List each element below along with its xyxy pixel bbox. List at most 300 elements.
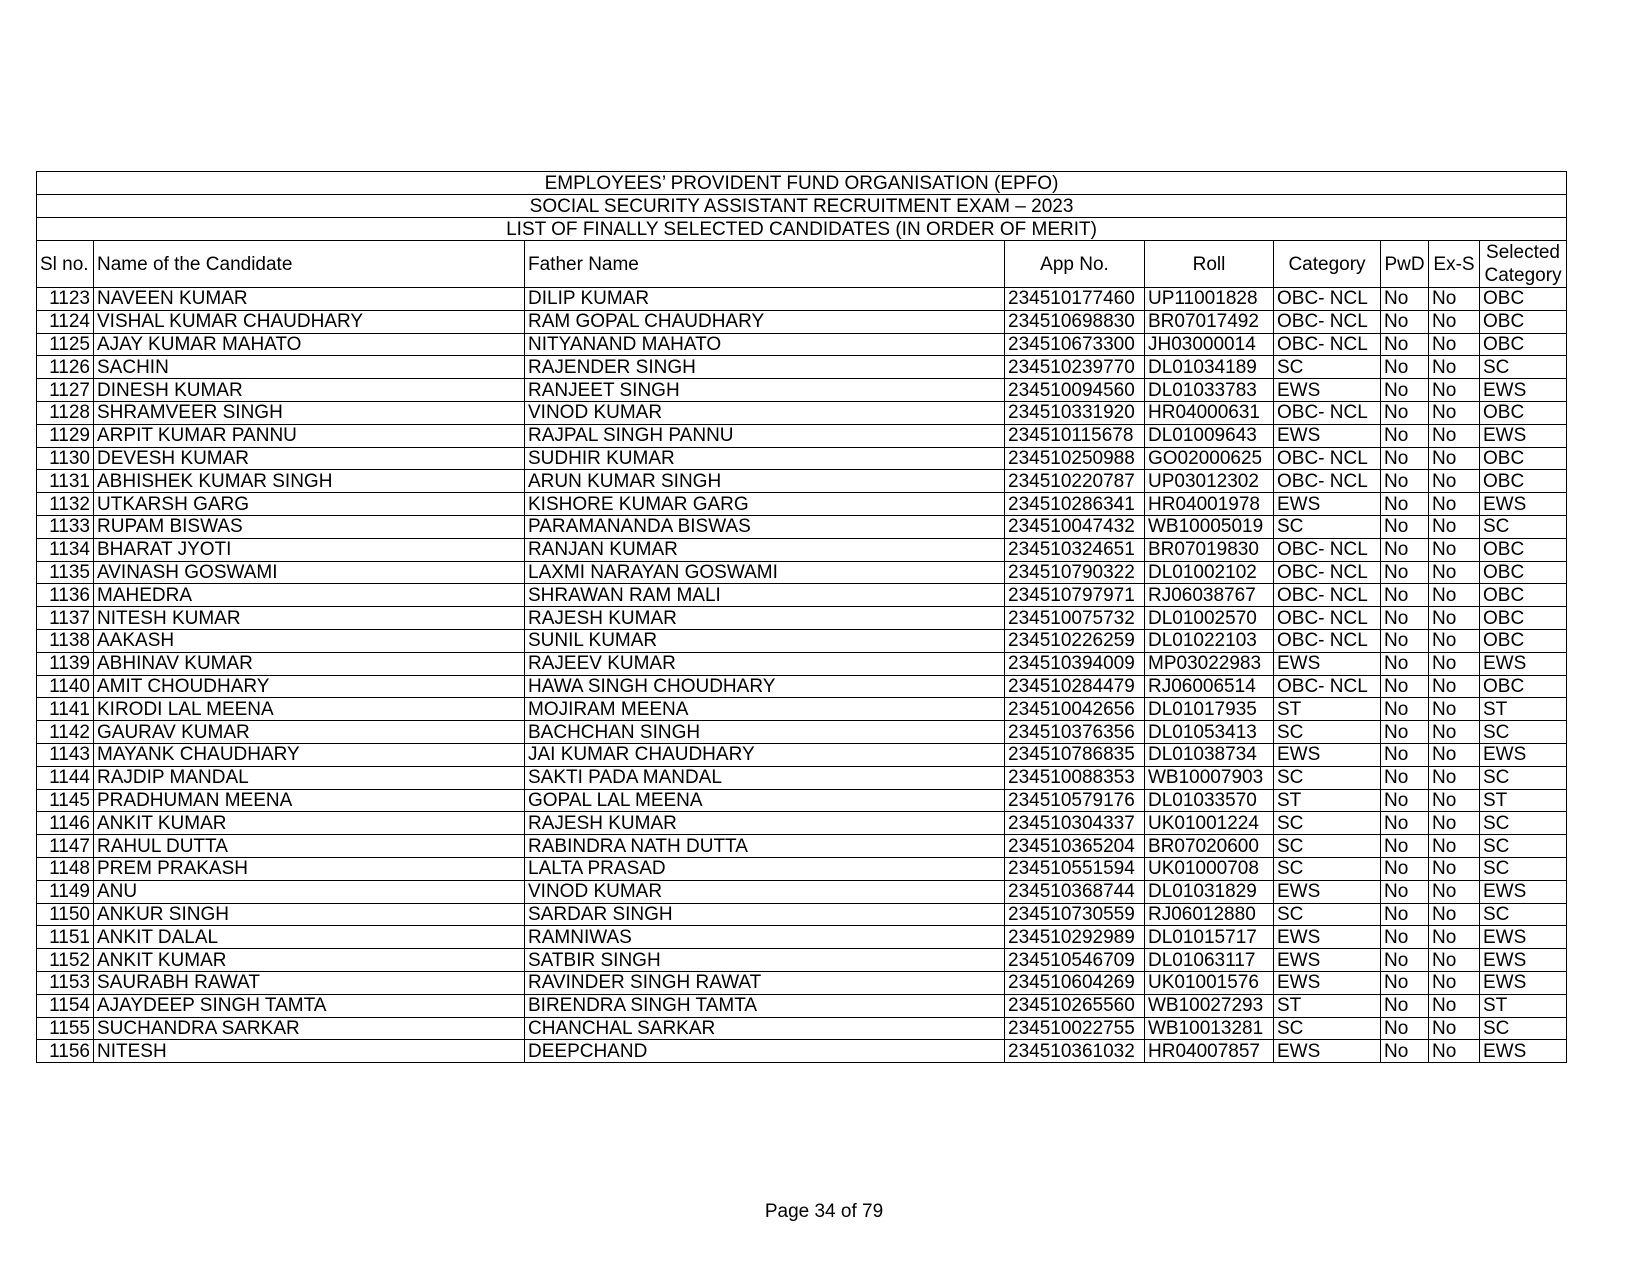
cell-selected-category: SC — [1480, 1017, 1567, 1040]
cell-father-name: RAJESH KUMAR — [525, 607, 1005, 630]
cell-app-no: 234510304337 — [1005, 812, 1145, 835]
cell-father-name: KISHORE KUMAR GARG — [525, 493, 1005, 516]
cell-sl-no: 1134 — [37, 538, 94, 561]
cell-sl-no: 1128 — [37, 401, 94, 424]
cell-roll: UP11001828 — [1145, 288, 1274, 311]
cell-pwd: No — [1381, 447, 1429, 470]
cell-app-no: 234510094560 — [1005, 379, 1145, 402]
cell-category: ST — [1274, 994, 1381, 1017]
cell-ex-s: No — [1429, 584, 1480, 607]
cell-sl-no: 1153 — [37, 971, 94, 994]
cell-father-name: SUNIL KUMAR — [525, 629, 1005, 652]
cell-category: EWS — [1274, 493, 1381, 516]
cell-roll: RJ06006514 — [1145, 675, 1274, 698]
cell-category: OBC- NCL — [1274, 470, 1381, 493]
cell-candidate-name: RUPAM BISWAS — [94, 515, 525, 538]
cell-app-no: 234510177460 — [1005, 288, 1145, 311]
cell-pwd: No — [1381, 971, 1429, 994]
list-title: LIST OF FINALLY SELECTED CANDIDATES (IN ORDER OF MERIT) — [37, 218, 1567, 241]
column-header-ex-s: Ex-S — [1429, 241, 1480, 288]
cell-ex-s: No — [1429, 515, 1480, 538]
table-row — [37, 926, 1567, 949]
cell-selected-category: OBC — [1480, 447, 1567, 470]
cell-selected-category: ST — [1480, 994, 1567, 1017]
cell-father-name: HAWA SINGH CHOUDHARY — [525, 675, 1005, 698]
cell-roll: WB10007903 — [1145, 766, 1274, 789]
cell-roll: WB10013281 — [1145, 1017, 1274, 1040]
cell-category: EWS — [1274, 926, 1381, 949]
cell-father-name: SHRAWAN RAM MALI — [525, 584, 1005, 607]
cell-father-name: DILIP KUMAR — [525, 288, 1005, 311]
cell-ex-s: No — [1429, 675, 1480, 698]
cell-app-no: 234510361032 — [1005, 1040, 1145, 1063]
table-row — [37, 857, 1567, 880]
cell-father-name: SARDAR SINGH — [525, 903, 1005, 926]
cell-pwd: No — [1381, 721, 1429, 744]
cell-sl-no: 1150 — [37, 903, 94, 926]
cell-sl-no: 1129 — [37, 424, 94, 447]
table-row — [37, 971, 1567, 994]
cell-app-no: 234510042656 — [1005, 698, 1145, 721]
cell-ex-s: No — [1429, 288, 1480, 311]
cell-candidate-name: ARPIT KUMAR PANNU — [94, 424, 525, 447]
cell-selected-category: EWS — [1480, 1040, 1567, 1063]
cell-father-name: SATBIR SINGH — [525, 949, 1005, 972]
cell-ex-s: No — [1429, 835, 1480, 858]
cell-app-no: 234510546709 — [1005, 949, 1145, 972]
cell-ex-s: No — [1429, 607, 1480, 630]
cell-category: ST — [1274, 698, 1381, 721]
title-row-list — [37, 218, 1567, 241]
cell-father-name: VINOD KUMAR — [525, 401, 1005, 424]
cell-roll: DL01031829 — [1145, 880, 1274, 903]
cell-sl-no: 1136 — [37, 584, 94, 607]
cell-sl-no: 1139 — [37, 652, 94, 675]
cell-sl-no: 1151 — [37, 926, 94, 949]
cell-roll: HR04007857 — [1145, 1040, 1274, 1063]
cell-selected-category: SC — [1480, 812, 1567, 835]
cell-pwd: No — [1381, 698, 1429, 721]
cell-category: OBC- NCL — [1274, 584, 1381, 607]
cell-roll: HR04000631 — [1145, 401, 1274, 424]
table-row — [37, 470, 1567, 493]
cell-sl-no: 1156 — [37, 1040, 94, 1063]
cell-candidate-name: ABHINAV KUMAR — [94, 652, 525, 675]
cell-candidate-name: AAKASH — [94, 629, 525, 652]
cell-sl-no: 1143 — [37, 743, 94, 766]
cell-candidate-name: DINESH KUMAR — [94, 379, 525, 402]
cell-candidate-name: MAHEDRA — [94, 584, 525, 607]
cell-candidate-name: VISHAL KUMAR CHAUDHARY — [94, 310, 525, 333]
cell-pwd: No — [1381, 949, 1429, 972]
cell-selected-category: OBC — [1480, 607, 1567, 630]
table-row — [37, 675, 1567, 698]
cell-app-no: 234510790322 — [1005, 561, 1145, 584]
cell-father-name: NITYANAND MAHATO — [525, 333, 1005, 356]
cell-candidate-name: NITESH KUMAR — [94, 607, 525, 630]
cell-roll: DL01009643 — [1145, 424, 1274, 447]
table-row — [37, 789, 1567, 812]
cell-app-no: 234510239770 — [1005, 356, 1145, 379]
cell-selected-category: EWS — [1480, 949, 1567, 972]
cell-ex-s: No — [1429, 789, 1480, 812]
cell-ex-s: No — [1429, 1040, 1480, 1063]
cell-ex-s: No — [1429, 629, 1480, 652]
cell-category: SC — [1274, 812, 1381, 835]
cell-candidate-name: NITESH — [94, 1040, 525, 1063]
cell-category: OBC- NCL — [1274, 310, 1381, 333]
cell-father-name: RANJEET SINGH — [525, 379, 1005, 402]
cell-candidate-name: KIRODI LAL MEENA — [94, 698, 525, 721]
cell-father-name: LAXMI NARAYAN GOSWAMI — [525, 561, 1005, 584]
cell-candidate-name: PRADHUMAN MEENA — [94, 789, 525, 812]
cell-app-no: 234510394009 — [1005, 652, 1145, 675]
cell-ex-s: No — [1429, 812, 1480, 835]
cell-roll: HR04001978 — [1145, 493, 1274, 516]
cell-pwd: No — [1381, 310, 1429, 333]
cell-roll: DL01034189 — [1145, 356, 1274, 379]
cell-ex-s: No — [1429, 379, 1480, 402]
cell-candidate-name: ANKUR SINGH — [94, 903, 525, 926]
cell-sl-no: 1137 — [37, 607, 94, 630]
cell-selected-category: ST — [1480, 698, 1567, 721]
table-row — [37, 401, 1567, 424]
cell-ex-s: No — [1429, 766, 1480, 789]
cell-category: SC — [1274, 766, 1381, 789]
page-number-footer — [0, 1201, 1651, 1223]
cell-father-name: RAJESH KUMAR — [525, 812, 1005, 835]
cell-app-no: 234510786835 — [1005, 743, 1145, 766]
cell-sl-no: 1124 — [37, 310, 94, 333]
cell-selected-category: OBC — [1480, 401, 1567, 424]
cell-ex-s: No — [1429, 538, 1480, 561]
cell-roll: DL01022103 — [1145, 629, 1274, 652]
cell-father-name: JAI KUMAR CHAUDHARY — [525, 743, 1005, 766]
cell-sl-no: 1123 — [37, 288, 94, 311]
cell-pwd: No — [1381, 288, 1429, 311]
cell-father-name: RAJPAL SINGH PANNU — [525, 424, 1005, 447]
table-row — [37, 812, 1567, 835]
cell-sl-no: 1154 — [37, 994, 94, 1017]
table-row — [37, 949, 1567, 972]
cell-ex-s: No — [1429, 857, 1480, 880]
table-row — [37, 743, 1567, 766]
table-row — [37, 379, 1567, 402]
cell-category: OBC- NCL — [1274, 675, 1381, 698]
cell-category: OBC- NCL — [1274, 401, 1381, 424]
cell-candidate-name: RAHUL DUTTA — [94, 835, 525, 858]
cell-father-name: CHANCHAL SARKAR — [525, 1017, 1005, 1040]
cell-ex-s: No — [1429, 333, 1480, 356]
exam-title: SOCIAL SECURITY ASSISTANT RECRUITMENT EXAM – 2023 — [37, 195, 1567, 218]
cell-category: SC — [1274, 857, 1381, 880]
cell-candidate-name: UTKARSH GARG — [94, 493, 525, 516]
cell-pwd: No — [1381, 1017, 1429, 1040]
cell-app-no: 234510324651 — [1005, 538, 1145, 561]
cell-pwd: No — [1381, 561, 1429, 584]
cell-pwd: No — [1381, 857, 1429, 880]
title-row-organisation — [37, 172, 1567, 195]
table-row — [37, 721, 1567, 744]
cell-ex-s: No — [1429, 971, 1480, 994]
cell-sl-no: 1144 — [37, 766, 94, 789]
cell-selected-category: SC — [1480, 857, 1567, 880]
cell-category: OBC- NCL — [1274, 538, 1381, 561]
cell-category: SC — [1274, 356, 1381, 379]
cell-father-name: ARUN KUMAR SINGH — [525, 470, 1005, 493]
cell-category: EWS — [1274, 379, 1381, 402]
cell-candidate-name: SACHIN — [94, 356, 525, 379]
cell-father-name: GOPAL LAL MEENA — [525, 789, 1005, 812]
column-header-selected-category: Selected Category — [1480, 241, 1567, 288]
cell-app-no: 234510115678 — [1005, 424, 1145, 447]
table-row — [37, 515, 1567, 538]
cell-father-name: SUDHIR KUMAR — [525, 447, 1005, 470]
table-row — [37, 288, 1567, 311]
cell-ex-s: No — [1429, 652, 1480, 675]
cell-app-no: 234510368744 — [1005, 880, 1145, 903]
table-row — [37, 835, 1567, 858]
cell-pwd: No — [1381, 401, 1429, 424]
cell-roll: DL01002570 — [1145, 607, 1274, 630]
table-row — [37, 447, 1567, 470]
cell-category: EWS — [1274, 1040, 1381, 1063]
cell-selected-category: SC — [1480, 515, 1567, 538]
cell-father-name: BACHCHAN SINGH — [525, 721, 1005, 744]
cell-category: EWS — [1274, 880, 1381, 903]
cell-pwd: No — [1381, 789, 1429, 812]
cell-pwd: No — [1381, 493, 1429, 516]
cell-pwd: No — [1381, 903, 1429, 926]
cell-sl-no: 1152 — [37, 949, 94, 972]
cell-ex-s: No — [1429, 310, 1480, 333]
cell-candidate-name: AJAYDEEP SINGH TAMTA — [94, 994, 525, 1017]
cell-category: OBC- NCL — [1274, 333, 1381, 356]
cell-sl-no: 1127 — [37, 379, 94, 402]
table-row — [37, 493, 1567, 516]
cell-selected-category: EWS — [1480, 652, 1567, 675]
cell-category: OBC- NCL — [1274, 447, 1381, 470]
cell-candidate-name: AJAY KUMAR MAHATO — [94, 333, 525, 356]
cell-selected-category: OBC — [1480, 288, 1567, 311]
cell-candidate-name: SHRAMVEER SINGH — [94, 401, 525, 424]
cell-sl-no: 1146 — [37, 812, 94, 835]
cell-roll: WB10027293 — [1145, 994, 1274, 1017]
cell-sl-no: 1125 — [37, 333, 94, 356]
cell-father-name: LALTA PRASAD — [525, 857, 1005, 880]
cell-pwd: No — [1381, 607, 1429, 630]
column-header-sl-no: Sl no. — [37, 241, 94, 288]
table-row — [37, 356, 1567, 379]
cell-selected-category: EWS — [1480, 971, 1567, 994]
table-row — [37, 1017, 1567, 1040]
cell-category: SC — [1274, 721, 1381, 744]
cell-sl-no: 1145 — [37, 789, 94, 812]
cell-sl-no: 1131 — [37, 470, 94, 493]
cell-ex-s: No — [1429, 698, 1480, 721]
cell-app-no: 234510284479 — [1005, 675, 1145, 698]
cell-sl-no: 1140 — [37, 675, 94, 698]
cell-roll: DL01015717 — [1145, 926, 1274, 949]
cell-selected-category: ST — [1480, 789, 1567, 812]
cell-category: EWS — [1274, 652, 1381, 675]
cell-sl-no: 1130 — [37, 447, 94, 470]
cell-ex-s: No — [1429, 721, 1480, 744]
cell-category: OBC- NCL — [1274, 629, 1381, 652]
cell-candidate-name: AMIT CHOUDHARY — [94, 675, 525, 698]
cell-sl-no: 1148 — [37, 857, 94, 880]
cell-selected-category: EWS — [1480, 493, 1567, 516]
table-row — [37, 903, 1567, 926]
cell-pwd: No — [1381, 994, 1429, 1017]
cell-father-name: RABINDRA NATH DUTTA — [525, 835, 1005, 858]
cell-sl-no: 1133 — [37, 515, 94, 538]
cell-selected-category: SC — [1480, 766, 1567, 789]
organisation-title: EMPLOYEES’ PROVIDENT FUND ORGANISATION (EPFO) — [37, 172, 1567, 195]
cell-pwd: No — [1381, 515, 1429, 538]
cell-pwd: No — [1381, 652, 1429, 675]
cell-candidate-name: MAYANK CHAUDHARY — [94, 743, 525, 766]
table-row — [37, 424, 1567, 447]
cell-father-name: SAKTI PADA MANDAL — [525, 766, 1005, 789]
cell-selected-category: OBC — [1480, 584, 1567, 607]
cell-ex-s: No — [1429, 1017, 1480, 1040]
cell-roll: UP03012302 — [1145, 470, 1274, 493]
cell-candidate-name: SAURABH RAWAT — [94, 971, 525, 994]
cell-father-name: RAJEEV KUMAR — [525, 652, 1005, 675]
cell-pwd: No — [1381, 424, 1429, 447]
cell-app-no: 234510331920 — [1005, 401, 1145, 424]
cell-app-no: 234510551594 — [1005, 857, 1145, 880]
cell-father-name: RAJENDER SINGH — [525, 356, 1005, 379]
cell-candidate-name: RAJDIP MANDAL — [94, 766, 525, 789]
column-header-roll: Roll — [1145, 241, 1274, 288]
cell-app-no: 234510730559 — [1005, 903, 1145, 926]
cell-category: EWS — [1274, 424, 1381, 447]
cell-pwd: No — [1381, 379, 1429, 402]
cell-roll: UK01001224 — [1145, 812, 1274, 835]
cell-selected-category: OBC — [1480, 470, 1567, 493]
cell-father-name: RAVINDER SINGH RAWAT — [525, 971, 1005, 994]
cell-roll: RJ06038767 — [1145, 584, 1274, 607]
table-row — [37, 1040, 1567, 1063]
table-row — [37, 766, 1567, 789]
cell-roll: DL01033570 — [1145, 789, 1274, 812]
cell-selected-category: OBC — [1480, 333, 1567, 356]
cell-candidate-name: BHARAT JYOTI — [94, 538, 525, 561]
cell-app-no: 234510286341 — [1005, 493, 1145, 516]
cell-category: ST — [1274, 789, 1381, 812]
cell-category: OBC- NCL — [1274, 607, 1381, 630]
cell-father-name: VINOD KUMAR — [525, 880, 1005, 903]
cell-pwd: No — [1381, 675, 1429, 698]
cell-selected-category: SC — [1480, 356, 1567, 379]
column-header-father-name: Father Name — [525, 241, 1005, 288]
cell-app-no: 234510088353 — [1005, 766, 1145, 789]
table-row — [37, 561, 1567, 584]
column-header-candidate-name: Name of the Candidate — [94, 241, 525, 288]
table-row — [37, 538, 1567, 561]
column-header-app-no: App No. — [1005, 241, 1145, 288]
cell-father-name: DEEPCHAND — [525, 1040, 1005, 1063]
cell-roll: MP03022983 — [1145, 652, 1274, 675]
cell-pwd: No — [1381, 629, 1429, 652]
cell-roll: DL01033783 — [1145, 379, 1274, 402]
cell-sl-no: 1155 — [37, 1017, 94, 1040]
cell-app-no: 234510220787 — [1005, 470, 1145, 493]
cell-app-no: 234510797971 — [1005, 584, 1145, 607]
table-row — [37, 310, 1567, 333]
cell-candidate-name: ANU — [94, 880, 525, 903]
cell-app-no: 234510250988 — [1005, 447, 1145, 470]
cell-pwd: No — [1381, 470, 1429, 493]
merit-list-table — [36, 171, 1567, 1063]
cell-ex-s: No — [1429, 470, 1480, 493]
cell-roll: DL01038734 — [1145, 743, 1274, 766]
cell-roll: DL01002102 — [1145, 561, 1274, 584]
cell-candidate-name: PREM PRAKASH — [94, 857, 525, 880]
cell-sl-no: 1142 — [37, 721, 94, 744]
table-row — [37, 994, 1567, 1017]
cell-pwd: No — [1381, 538, 1429, 561]
cell-app-no: 234510226259 — [1005, 629, 1145, 652]
cell-category: EWS — [1274, 743, 1381, 766]
cell-ex-s: No — [1429, 447, 1480, 470]
cell-ex-s: No — [1429, 424, 1480, 447]
cell-selected-category: EWS — [1480, 379, 1567, 402]
cell-roll: RJ06012880 — [1145, 903, 1274, 926]
cell-selected-category: EWS — [1480, 926, 1567, 949]
cell-pwd: No — [1381, 880, 1429, 903]
cell-sl-no: 1135 — [37, 561, 94, 584]
cell-pwd: No — [1381, 1040, 1429, 1063]
cell-app-no: 234510022755 — [1005, 1017, 1145, 1040]
cell-father-name: RANJAN KUMAR — [525, 538, 1005, 561]
cell-sl-no: 1126 — [37, 356, 94, 379]
cell-sl-no: 1149 — [37, 880, 94, 903]
cell-candidate-name: GAURAV KUMAR — [94, 721, 525, 744]
cell-app-no: 234510604269 — [1005, 971, 1145, 994]
cell-candidate-name: DEVESH KUMAR — [94, 447, 525, 470]
cell-ex-s: No — [1429, 356, 1480, 379]
table-row — [37, 333, 1567, 356]
cell-app-no: 234510365204 — [1005, 835, 1145, 858]
cell-pwd: No — [1381, 743, 1429, 766]
cell-father-name: MOJIRAM MEENA — [525, 698, 1005, 721]
cell-app-no: 234510265560 — [1005, 994, 1145, 1017]
cell-app-no: 234510047432 — [1005, 515, 1145, 538]
cell-father-name: RAMNIWAS — [525, 926, 1005, 949]
cell-ex-s: No — [1429, 880, 1480, 903]
cell-selected-category: OBC — [1480, 538, 1567, 561]
cell-selected-category: EWS — [1480, 880, 1567, 903]
cell-sl-no: 1141 — [37, 698, 94, 721]
cell-selected-category: SC — [1480, 721, 1567, 744]
cell-ex-s: No — [1429, 493, 1480, 516]
cell-father-name: BIRENDRA SINGH TAMTA — [525, 994, 1005, 1017]
cell-sl-no: 1138 — [37, 629, 94, 652]
cell-category: SC — [1274, 1017, 1381, 1040]
cell-roll: BR07020600 — [1145, 835, 1274, 858]
cell-category: OBC- NCL — [1274, 288, 1381, 311]
cell-roll: BR07017492 — [1145, 310, 1274, 333]
cell-ex-s: No — [1429, 903, 1480, 926]
cell-candidate-name: AVINASH GOSWAMI — [94, 561, 525, 584]
cell-candidate-name: ANKIT KUMAR — [94, 812, 525, 835]
cell-candidate-name: ANKIT KUMAR — [94, 949, 525, 972]
cell-selected-category: SC — [1480, 903, 1567, 926]
cell-ex-s: No — [1429, 561, 1480, 584]
